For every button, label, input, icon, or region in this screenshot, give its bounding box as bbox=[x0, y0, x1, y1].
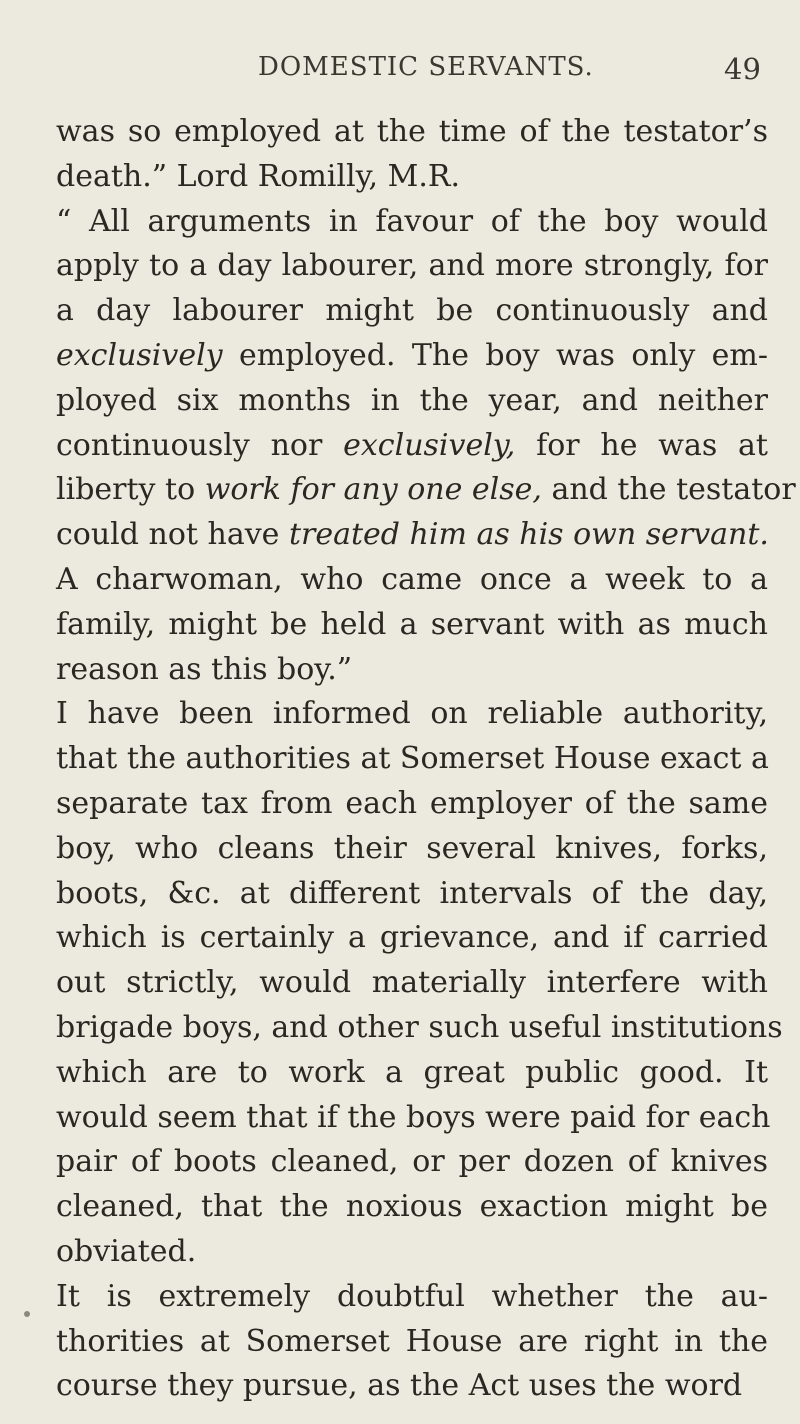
text-line bbox=[56, 334, 768, 379]
body-text bbox=[56, 110, 796, 1409]
text-line bbox=[56, 1006, 783, 1051]
margin-mark bbox=[24, 1311, 30, 1317]
text-line bbox=[56, 558, 768, 603]
text-line bbox=[56, 872, 768, 917]
text-line bbox=[56, 155, 768, 200]
text-segment: liberty to bbox=[56, 472, 205, 508]
text-segment: was so employed at the time of the testator’s bbox=[56, 114, 768, 149]
paragraph bbox=[56, 200, 796, 693]
text-line bbox=[56, 737, 768, 782]
text-line bbox=[56, 200, 768, 245]
text-line bbox=[56, 648, 768, 693]
italic-text: treated him as his own servant. bbox=[288, 517, 769, 553]
text-segment: could not have bbox=[56, 517, 289, 553]
text-segment: obviated. bbox=[56, 1233, 197, 1269]
text-segment: thorities at Somerset House are right in the bbox=[56, 1323, 768, 1359]
text-line bbox=[56, 513, 768, 558]
text-line bbox=[56, 1051, 768, 1096]
text-segment: course they pursue, as the Act uses the word bbox=[56, 1368, 743, 1404]
paragraph bbox=[56, 1275, 768, 1409]
text-segment: brigade boys, and other such useful institutions bbox=[56, 1009, 783, 1045]
text-segment: out strictly, would materially interfere with bbox=[56, 965, 768, 1001]
italic-text: exclusively bbox=[56, 337, 223, 373]
text-line bbox=[56, 468, 796, 513]
text-segment: which are to work a great public good. It bbox=[56, 1054, 768, 1090]
paragraph bbox=[56, 110, 768, 200]
text-line bbox=[56, 827, 768, 872]
text-line bbox=[56, 1140, 768, 1185]
text-line bbox=[56, 1096, 771, 1141]
text-line bbox=[56, 289, 768, 334]
text-line bbox=[56, 603, 768, 648]
text-segment: ployed six months in the year, and neither bbox=[56, 382, 768, 418]
text-line bbox=[56, 1320, 768, 1365]
text-segment: for he was at bbox=[515, 427, 768, 463]
text-segment: I have been informed on reliable authority, bbox=[56, 696, 768, 732]
text-segment: A charwoman, who came once a week to a bbox=[56, 561, 768, 597]
text-segment: apply to a day labourer, and more strongly, for bbox=[56, 248, 768, 284]
text-line bbox=[56, 1230, 768, 1275]
text-segment: and the testator bbox=[541, 472, 796, 508]
italic-text: work for any one else, bbox=[204, 472, 542, 508]
italic-text: exclusively, bbox=[343, 427, 516, 463]
text-segment: which is certainly a grievance, and if carried bbox=[56, 920, 768, 956]
text-segment: It is extremely doubtful whether the au- bbox=[56, 1278, 768, 1314]
text-line bbox=[56, 916, 768, 961]
text-segment: separate tax from each employer of the same bbox=[56, 785, 768, 821]
paragraph bbox=[56, 692, 783, 1274]
text-segment: family, might be held a servant with as much bbox=[56, 606, 768, 642]
text-line bbox=[56, 961, 768, 1006]
text-line bbox=[56, 782, 768, 827]
page-header bbox=[0, 52, 800, 92]
page-number: 49 bbox=[724, 52, 761, 86]
text-line bbox=[56, 1275, 768, 1320]
text-segment: reason as this boy.” bbox=[56, 651, 353, 687]
text-line bbox=[56, 110, 768, 155]
text-segment: boy, who cleans their several knives, forks, bbox=[56, 830, 768, 866]
text-line bbox=[56, 424, 768, 469]
text-segment: boots, &c. at different intervals of the day, bbox=[56, 875, 768, 911]
text-segment: that the authorities at Somerset House exact a bbox=[56, 741, 769, 777]
running-head: DOMESTIC SERVANTS. bbox=[258, 52, 594, 82]
text-segment: a day labourer might be continuously and bbox=[56, 293, 768, 329]
text-segment: death.” Lord Romilly, M.R. bbox=[56, 158, 460, 194]
text-line bbox=[56, 1185, 768, 1230]
text-segment: cleaned, that the noxious exaction might be bbox=[56, 1189, 768, 1225]
text-segment: would seem that if the boys were paid for each bbox=[56, 1099, 771, 1135]
text-segment: employed. The boy was only em- bbox=[222, 337, 768, 373]
text-line bbox=[56, 379, 768, 424]
text-segment: “ All arguments in favour of the boy would bbox=[56, 203, 768, 239]
text-line bbox=[56, 1364, 768, 1409]
text-segment: continuously nor bbox=[56, 427, 344, 463]
text-line bbox=[56, 692, 768, 737]
text-line bbox=[56, 244, 768, 289]
text-segment: pair of boots cleaned, or per dozen of knives bbox=[56, 1144, 768, 1180]
